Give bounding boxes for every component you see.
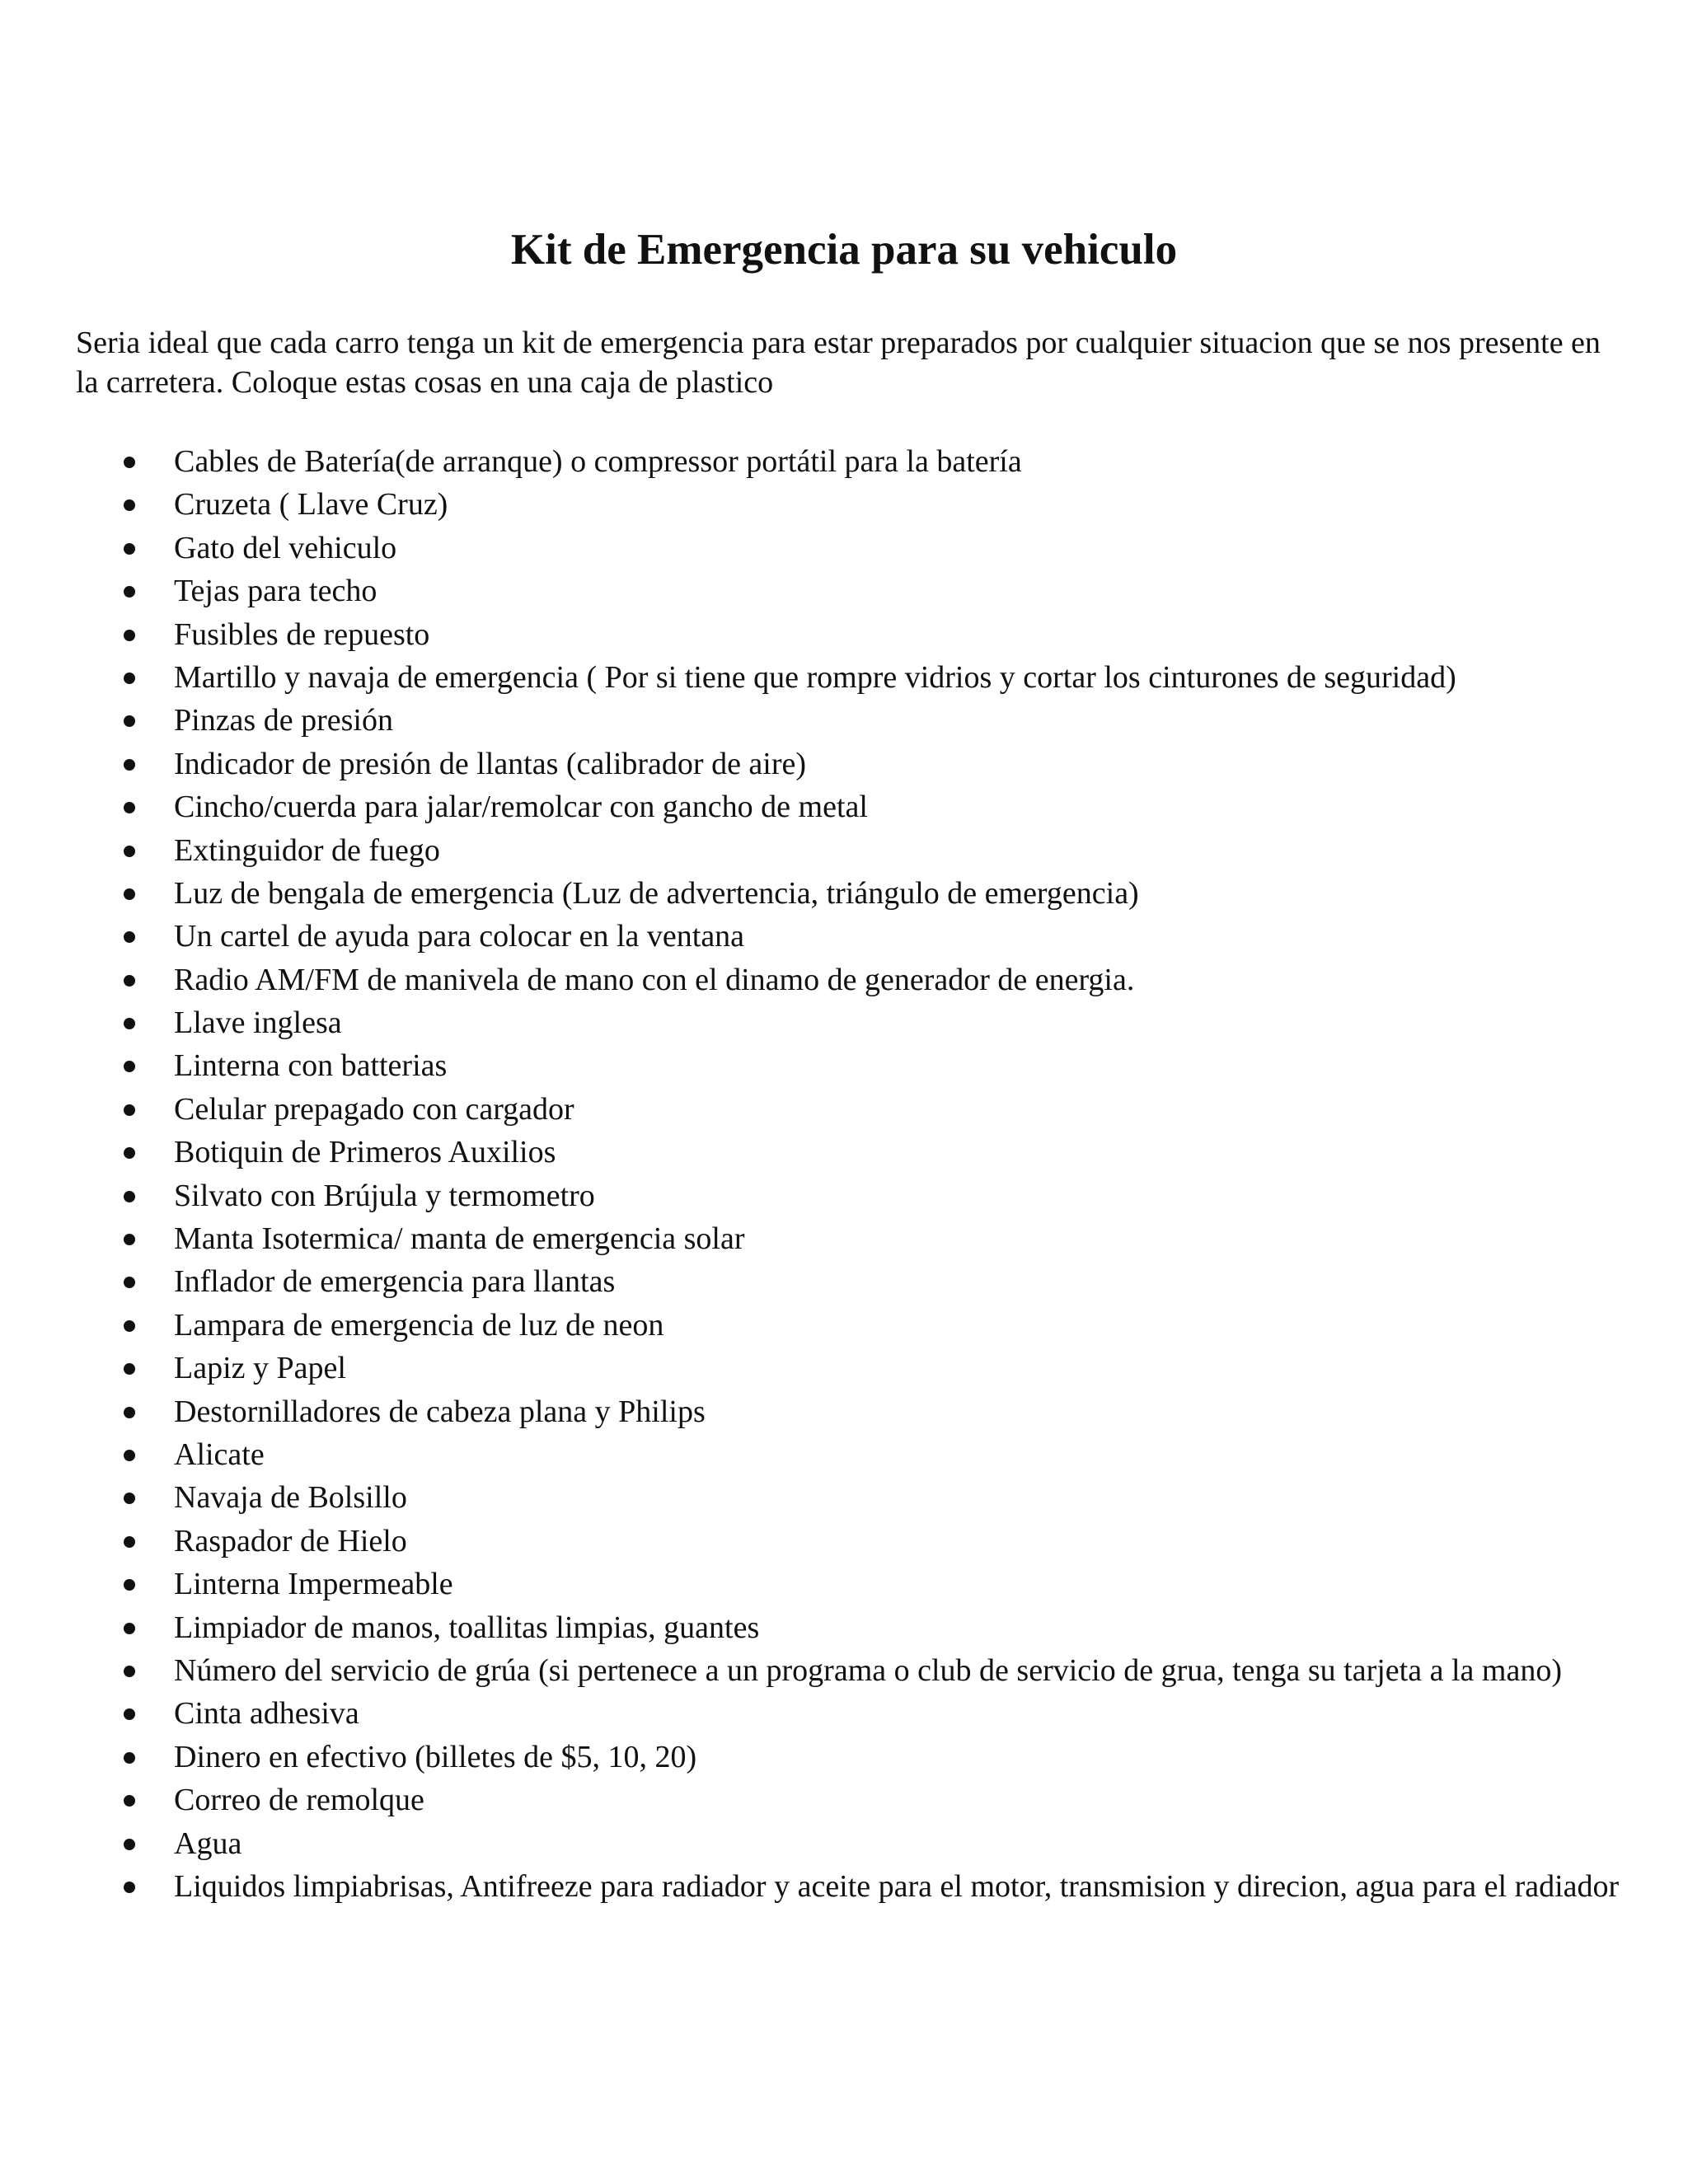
intro-paragraph: Seria ideal que cada carro tenga un kit de emergencia para estar preparados por cualquier situacion que se nos presente en la carretera. Coloque estas cosas en una caja de plastico <box>76 326 1601 400</box>
bullet-icon <box>124 1191 135 1202</box>
bullet-icon <box>124 1320 135 1332</box>
bullet-icon <box>124 1061 135 1072</box>
list-item <box>76 658 1625 697</box>
bullet-icon <box>124 1579 135 1591</box>
list-item <box>76 1090 1625 1129</box>
list-item-text: Destornilladores de cabeza plana y Philips <box>174 1394 706 1429</box>
list-item-text: Tejas para techo <box>174 574 377 609</box>
list-item-text: Cinta adhesiva <box>174 1696 359 1732</box>
bullet-icon <box>124 931 135 943</box>
bullet-icon <box>124 457 135 468</box>
list-item <box>76 1305 1625 1345</box>
list-item <box>76 960 1625 1000</box>
bullet-icon <box>124 1882 135 1893</box>
list-item-text: Manta Isotermica/ manta de emergencia solar <box>174 1221 745 1257</box>
bullet-icon <box>124 975 135 987</box>
list-item-text: Cables de Batería(de arranque) o compressor portátil para la batería <box>174 444 1022 479</box>
list-item <box>76 1003 1625 1043</box>
list-item <box>76 1780 1625 1820</box>
list-item-text: Luz de bengala de emergencia (Luz de advertencia, triángulo de emergencia) <box>174 875 1139 911</box>
list-item <box>76 916 1625 956</box>
list-item <box>76 1262 1625 1301</box>
bullet-icon <box>124 1623 135 1634</box>
list-item-text: Pinzas de presión <box>174 703 393 738</box>
emergency-kit-list <box>76 442 1625 1910</box>
list-item <box>76 1219 1625 1258</box>
list-item <box>76 615 1625 654</box>
list-item <box>76 701 1625 740</box>
list-item-text: Linterna con batterias <box>174 1048 448 1084</box>
list-item-text: Navaja de Bolsillo <box>174 1480 407 1516</box>
list-item-text: Botiquin de Primeros Auxilios <box>174 1135 556 1170</box>
list-item <box>76 442 1625 481</box>
list-item <box>76 831 1625 870</box>
list-item-text: Número del servicio de grúa (si pertenece a un programa o club de servicio de grua, tenga su tarjeta a la mano) <box>174 1652 1562 1688</box>
list-item-text: Martillo y navaja de emergencia ( Por si tiene que rompre vidrios y cortar los cinturones de seguridad) <box>174 659 1456 695</box>
list-item-text: Dinero en efectivo (billetes de $5, 10, 20) <box>174 1739 697 1774</box>
list-item <box>76 1435 1625 1474</box>
list-item <box>76 1478 1625 1517</box>
list-item-text: Lampara de emergencia de luz de neon <box>174 1307 664 1343</box>
list-item-text: Limpiador de manos, toallitas limpias, guantes <box>174 1610 760 1645</box>
list-item-text: Llave inglesa <box>174 1005 342 1041</box>
bullet-icon <box>124 1407 135 1418</box>
list-item <box>76 1521 1625 1561</box>
bullet-icon <box>124 1234 135 1245</box>
list-item-text: Silvato con Brújula y termometro <box>174 1178 595 1213</box>
list-item-text: Alicate <box>174 1436 265 1472</box>
bullet-icon <box>124 1363 135 1375</box>
bullet-icon <box>124 802 135 813</box>
list-item-text: Indicador de presión de llantas (calibrador de aire) <box>174 746 807 781</box>
bullet-icon <box>124 1752 135 1764</box>
list-item <box>76 1176 1625 1216</box>
list-item <box>76 1737 1625 1777</box>
bullet-icon <box>124 846 135 857</box>
list-item-text: Liquidos limpiabrisas, Antifreeze para radiador y aceite para el motor, transmision y direcion, agua para el radiador <box>174 1868 1620 1904</box>
list-item-text: Agua <box>174 1825 242 1861</box>
list-item <box>76 485 1625 524</box>
list-item <box>76 1564 1625 1604</box>
list-item <box>76 1348 1625 1388</box>
bullet-icon <box>124 1018 135 1029</box>
list-item-text: Cincho/cuerda para jalar/remolcar con gancho de metal <box>174 790 868 825</box>
bullet-icon <box>124 1450 135 1461</box>
bullet-icon <box>124 1708 135 1720</box>
bullet-icon <box>124 1666 135 1677</box>
list-item <box>76 1824 1625 1863</box>
list-item <box>76 1651 1625 1690</box>
list-item <box>76 571 1625 611</box>
list-item <box>76 1392 1625 1432</box>
bullet-icon <box>124 1536 135 1548</box>
bullet-icon <box>124 586 135 598</box>
document-title: Kit de Emergencia para su vehiculo <box>510 226 1178 274</box>
list-item-text: Radio AM/FM de manivela de mano con el dinamo de generador de energia. <box>174 962 1135 997</box>
list-item <box>76 744 1625 784</box>
list-item <box>76 1694 1625 1733</box>
list-item-text: Cruzeta ( Llave Cruz) <box>174 487 448 523</box>
list-item <box>76 528 1625 568</box>
list-item <box>76 1046 1625 1085</box>
bullet-icon <box>124 543 135 555</box>
list-item-text: Inflador de emergencia para llantas <box>174 1264 616 1300</box>
bullet-icon <box>124 715 135 727</box>
bullet-icon <box>124 1795 135 1807</box>
bullet-icon <box>124 630 135 641</box>
bullet-icon <box>124 673 135 684</box>
list-item-text: Un cartel de ayuda para colocar en la ventana <box>174 919 745 954</box>
list-item-text: Lapiz y Papel <box>174 1351 346 1386</box>
list-item-text: Linterna Impermeable <box>174 1567 453 1602</box>
list-item-text: Celular prepagado con cargador <box>174 1091 574 1127</box>
list-item-text: Correo de remolque <box>174 1783 424 1818</box>
list-item <box>76 787 1625 827</box>
bullet-icon <box>124 759 135 771</box>
bullet-icon <box>124 499 135 511</box>
list-item-text: Fusibles de repuesto <box>174 616 430 652</box>
bullet-icon <box>124 1277 135 1288</box>
bullet-icon <box>124 1493 135 1504</box>
list-item <box>76 1867 1625 1906</box>
bullet-icon <box>124 1104 135 1116</box>
list-item <box>76 1132 1625 1172</box>
bullet-icon <box>124 888 135 900</box>
list-item-text: Gato del vehiculo <box>174 530 397 565</box>
list-item-text: Raspador de Hielo <box>174 1523 407 1558</box>
list-item-text: Extinguidor de fuego <box>174 832 440 868</box>
list-item <box>76 874 1625 913</box>
bullet-icon <box>124 1839 135 1850</box>
bullet-icon <box>124 1147 135 1159</box>
list-item <box>76 1608 1625 1647</box>
